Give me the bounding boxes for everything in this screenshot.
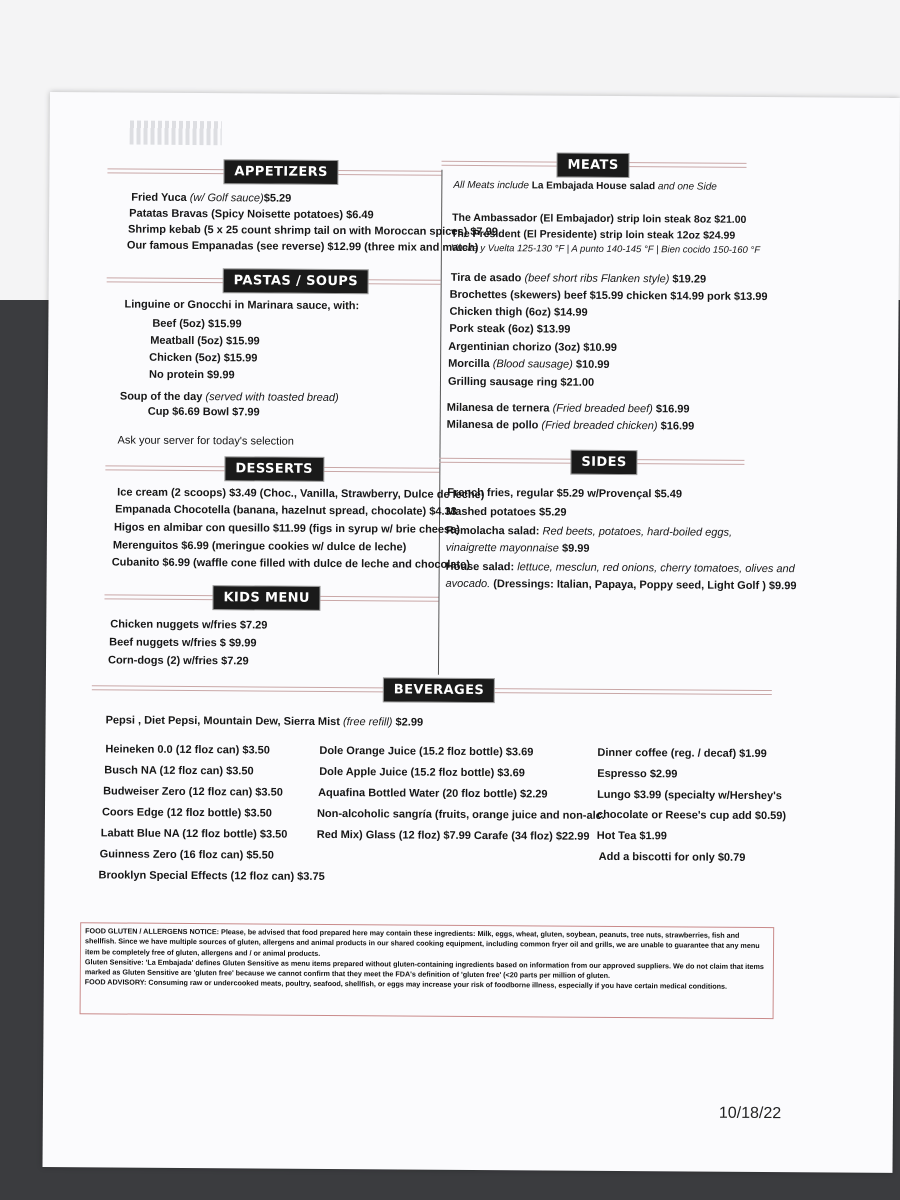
kids-header: KIDS MENU — [213, 586, 320, 610]
beverage-item: Dole Apple Juice (15.2 floz bottle) $3.69 — [319, 765, 525, 780]
beverage-item: Dole Orange Juice (15.2 floz bottle) $3.69 — [319, 744, 534, 759]
menu-item: The Ambassador (El Embajador) strip loin steak 8oz $21.00 — [452, 211, 747, 226]
beverage-item: Hot Tea $1.99 — [596, 829, 667, 843]
menu-item: Cubanito $6.99 (waffle cone filled with dulce de leche and chocolate) — [111, 556, 470, 571]
temperatures: Vuelta y Vuelta 125-130 °F | A punto 140-145 °F | Bien cocido 150-160 °F — [450, 242, 761, 256]
beverage-item: Red Mix) Glass (12 floz) $7.99 Carafe (34 floz) $22.99 — [316, 828, 590, 843]
appetizers-header: APPETIZERS — [224, 160, 338, 184]
menu-item: Tira de asado (beef short ribs Flanken style) $19.29 — [450, 271, 707, 286]
beverage-item: Heineken 0.0 (12 floz can) $3.50 — [105, 743, 270, 757]
beverage-item: Budweiser Zero (12 floz can) $3.50 — [103, 785, 283, 799]
notice-gluten: Gluten Sensitive: 'La Embajada' defines Gluten Sensitive as menu items prepared without gluten-containing ingredients based on information from our approved suppliers. We do not claim that items marked as Gluten Sensitive are 'gluten free' because we cannot confirm that they meet the FDA's definition of 'gluten free' (<20 parts per million of gluten. — [84, 957, 764, 981]
ask-server: Ask your server for today's selection — [117, 434, 294, 448]
menu-item: No protein $9.99 — [148, 368, 235, 382]
menu-sheet — [42, 92, 899, 1173]
menu-item: Beef nuggets w/fries $ $9.99 — [109, 636, 257, 650]
desserts-header: DESSERTS — [225, 457, 323, 481]
menu-item: Brochettes (skewers) beef $15.99 chicken $14.99 pork $13.99 — [449, 288, 768, 304]
beverage-item: Busch NA (12 floz can) $3.50 — [104, 764, 254, 778]
menu-item: vinaigrette mayonnaise $9.99 — [445, 541, 590, 555]
menu-item: Mashed potatoes $5.29 — [446, 505, 567, 519]
menu-item: Chicken nuggets w/fries $7.29 — [110, 618, 268, 632]
pasta-intro: Linguine or Gnocchi in Marinara sauce, with: — [124, 298, 360, 313]
soup-prices: Cup $6.69 Bowl $7.99 — [147, 405, 260, 419]
menu-item: Chicken (5oz) $15.99 — [149, 351, 258, 365]
menu-item: French fries, regular $5.29 w/Provençal $5.49 — [447, 486, 683, 501]
beverage-item: Dinner coffee (reg. / decaf) $1.99 — [597, 746, 767, 761]
beverage-item: Guinness Zero (16 floz can) $5.50 — [99, 848, 274, 862]
notice-advisory: FOOD ADVISORY: Consuming raw or undercooked meats, poultry, seafood, shellfish, or eggs may increase your risk of foodborne illness, especially if you have certain medical conditions. — [84, 977, 728, 992]
meats-intro: All Meats include La Embajada House salad and one Side — [453, 179, 717, 193]
menu-item: avocado. (Dressings: Italian, Papaya, Poppy seed, Light Golf ) $9.99 — [445, 577, 797, 593]
print-date: 10/18/22 — [718, 1104, 782, 1123]
menu-item: Patatas Bravas (Spicy Noisette potatoes) $6.49 — [129, 207, 374, 222]
beverage-item: Lungo $3.99 (specialty w/Hershey's — [597, 788, 782, 803]
soda-line: Pepsi , Diet Pepsi, Mountain Dew, Sierra Mist (free refill) $2.99 — [105, 714, 424, 729]
beverage-item: Add a biscotti for only $0.79 — [598, 850, 746, 864]
menu-item: Fried Yuca (w/ Golf sauce)$5.29 — [131, 191, 292, 205]
soup-title: Soup of the day (served with toasted bread) — [119, 390, 339, 405]
menu-item: Shrimp kebab (5 x 25 count shrimp tail on with Moroccan spices) $7.99 — [127, 223, 498, 239]
menu-item: Argentinian chorizo (3oz) $10.99 — [448, 340, 617, 354]
sides-header: SIDES — [571, 451, 636, 474]
beverage-item: Labatt Blue NA (12 floz bottle) $3.50 — [100, 827, 288, 841]
menu-item: Empanada Chocotella (banana, hazelnut spread, chocolate) $4.33 — [115, 503, 457, 518]
menu-item: Meatball (5oz) $15.99 — [150, 334, 260, 348]
beverage-item: chocolate or Reese's cup add $0.59) — [596, 808, 787, 823]
meats-header: MEATS — [557, 154, 628, 177]
menu-item: Chicken thigh (6oz) $14.99 — [449, 305, 588, 319]
beverage-item: Espresso $2.99 — [597, 767, 678, 781]
menu-item: Morcilla (Blood sausage) $10.99 — [448, 357, 610, 371]
qr-code-icon — [130, 121, 222, 146]
beverage-item: Coors Edge (12 floz bottle) $3.50 — [101, 806, 272, 820]
menu-item: The President (El Presidente) strip loin steak 12oz $24.99 — [450, 227, 736, 242]
menu-item: Milanesa de pollo (Fried breaded chicken) $16.99 — [446, 418, 695, 433]
menu-item: Beef (5oz) $15.99 — [152, 317, 242, 331]
beverage-item: Aquafina Bottled Water (20 floz bottle) $2.29 — [318, 786, 548, 801]
menu-item: Our famous Empanadas (see reverse) $12.99 (three mix and match) — [126, 239, 479, 254]
menu-item: Milanesa de ternera (Fried breaded beef) $16.99 — [446, 401, 690, 416]
beverage-item: Brooklyn Special Effects (12 floz can) $3.75 — [98, 869, 325, 883]
pastas-header: PASTAS / SOUPS — [224, 269, 368, 293]
menu-item: Higos en almibar con quesillo $11.99 (figs in syrup w/ brie cheese) — [113, 521, 461, 536]
beverage-item: Non-alcoholic sangría (fruits, orange juice and non-alc. — [316, 807, 605, 822]
menu-item: Ice cream (2 scoops) $3.49 (Choc., Vanilla, Strawberry, Dulce de leche) — [117, 486, 485, 502]
menu-item: House salad: lettuce, mesclun, red onions, cherry tomatoes, olives and — [445, 560, 795, 576]
menu-item: Pork steak (6oz) $13.99 — [449, 322, 571, 336]
beverages-header: BEVERAGES — [384, 678, 494, 702]
allergen-notice — [80, 922, 775, 1019]
menu-item: Grilling sausage ring $21.00 — [447, 375, 595, 389]
menu-item: Merenguitos $6.99 (meringue cookies w/ dulce de leche) — [112, 539, 407, 554]
menu-item: Remolacha salad: Red beets, potatoes, hard-boiled eggs, — [445, 524, 733, 539]
notice-allergens: FOOD GLUTEN / ALLERGENS NOTICE: Please, be advised that food prepared here may contain these ingredients: Milk, eggs, wheat, gluten, soybean, peanuts, tree nuts, strawberries, fish and shellfish. Since we have multiple sources of gluten, allergens and animal products in our shared cooking equipment, including common fryer oil and grills, we are unable to guarantee that any menu item be completely free of gluten, allergens and / or animal products. — [84, 926, 760, 958]
menu-item: Corn-dogs (2) w/fries $7.29 — [107, 654, 249, 668]
